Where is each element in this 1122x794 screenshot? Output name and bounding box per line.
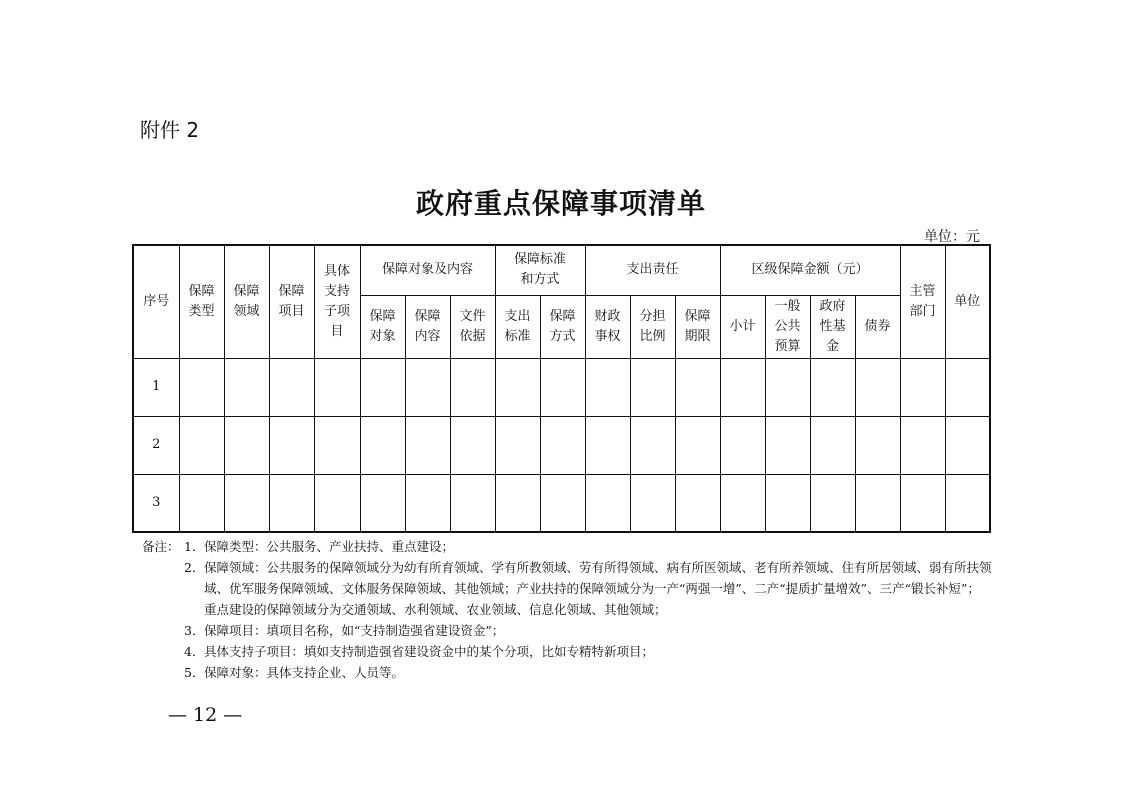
col-power: 财政 事权 [585,295,630,358]
notes-lead: 备注： [142,539,180,554]
col-project: 保障 项目 [269,245,314,358]
col-subtotal: 小计 [720,295,765,358]
col-method: 保障 方式 [540,295,585,358]
col-domain: 保障 领域 [224,245,269,358]
unit-label: 单位：元 [924,229,980,245]
col-ratio: 分担 比例 [630,295,675,358]
note-item: 3． 保障项目：填项目名称，如“支持制造强省建设资金”； [184,623,505,638]
col-content: 保障 内容 [405,295,450,358]
note-item: 2． 保障领域：公共服务的保障领域分为幼有所育领域、学有所教领域、劳有所得领域、病有所医领域、老有所养领域、住有所居领域、弱有所扶领域、优军服务保障领域、文体服务保障领域、其他领域；产业扶持的保障领域分为一产“两强一增”、二产“提质扩量增效”、三产“锻长补短”；重点建设的保障领域分为交通领域、水利领域、农业领域、信息化领域、其他领域； [184,560,992,617]
row-index: 1 [133,358,179,416]
table-row [133,416,990,474]
col-dept: 主管 部门 [900,245,945,358]
group-amount: 区级保障金额（元） [720,245,900,295]
group-responsibility: 支出责任 [585,245,720,295]
col-general-budget: 一般 公共 预算 [765,295,810,358]
table-row [133,358,990,416]
note-item: 4． 具体支持子项目：填如支持制造强省建设资金中的某个分项，比如专精特新项目； [184,644,655,659]
page-number: — 12 — [168,704,243,726]
header-row-1 [133,245,990,295]
table-row [133,474,990,532]
col-bond: 债券 [855,295,900,358]
col-standard: 支出 标准 [495,295,540,358]
col-unit: 单位 [945,245,990,358]
attachment-label: 附件 2 [140,118,200,142]
col-target: 保障 对象 [360,295,405,358]
note-item: 5． 保障对象：具体支持企业、人员等。 [184,665,405,680]
col-term: 保障 期限 [675,295,720,358]
col-basis: 文件 依据 [450,295,495,358]
col-gov-fund: 政府 性基 金 [810,295,855,358]
note-item: 1． 保障类型：公共服务、产业扶持、重点建设； [184,539,455,554]
document-title: 政府重点保障事项清单 [415,187,706,220]
col-type: 保障 类型 [179,245,224,358]
group-standard-method: 保障标准 和方式 [495,245,585,295]
col-subproject: 具体 支持 子项 目 [314,245,360,358]
col-seq: 序号 [133,245,179,358]
row-index: 3 [133,474,179,532]
guarantee-table [132,244,991,533]
row-index: 2 [133,416,179,474]
group-target-content: 保障对象及内容 [360,245,495,295]
notes-section [142,536,992,683]
